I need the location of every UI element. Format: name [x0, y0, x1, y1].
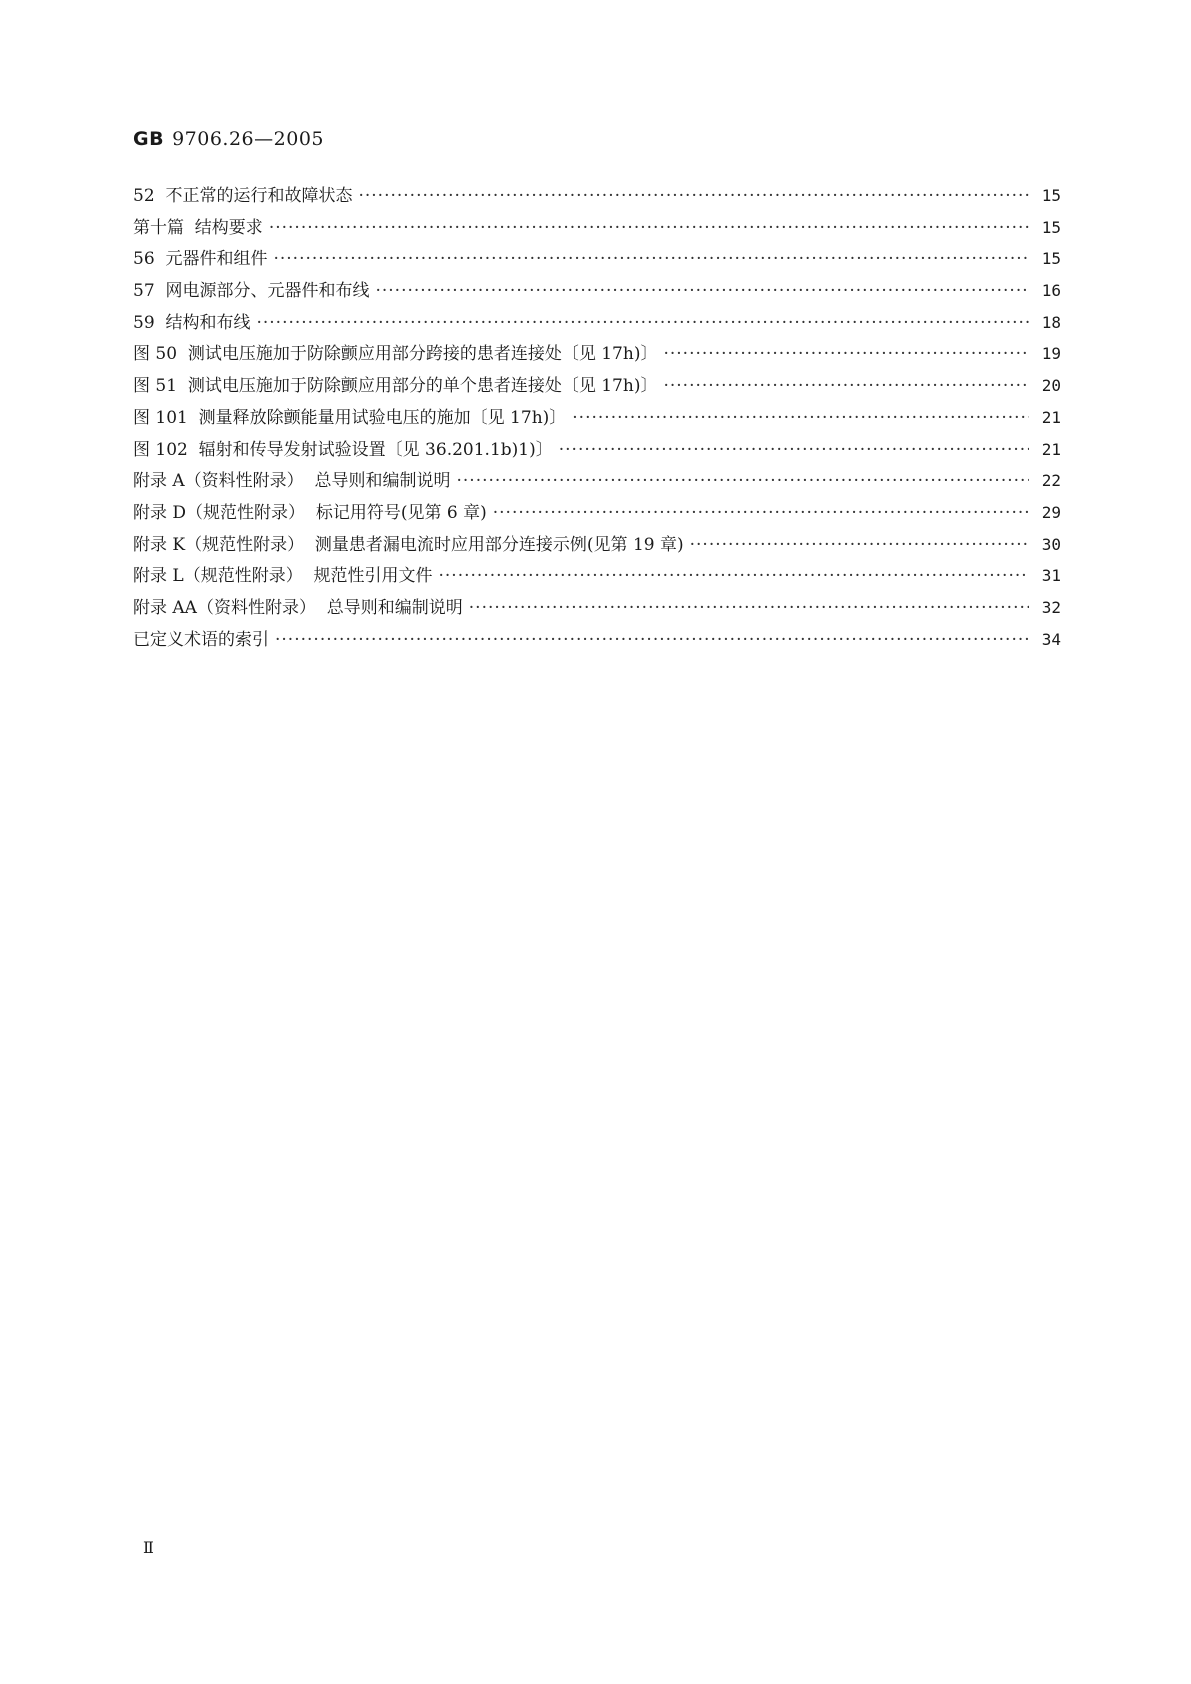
toc-entry[interactable] [133, 465, 1061, 497]
toc-leader-dots [275, 625, 1029, 657]
toc-entry-title: 附录 D（规范性附录） 标记用符号(见第 6 章) [133, 502, 487, 523]
toc-entry-page: 30 [1041, 534, 1061, 554]
toc-entry-page: 32 [1041, 597, 1061, 617]
toc-entry-page: 22 [1041, 471, 1061, 491]
toc-entry-page: 21 [1041, 407, 1061, 427]
toc-leader-dots [663, 371, 1029, 403]
toc-entry-page: 34 [1041, 629, 1061, 649]
toc-entry-title: 图 101 测量释放除颤能量用试验电压的施加〔见 17h)〕 [133, 407, 567, 428]
toc-entry[interactable] [133, 212, 1061, 244]
toc-entry-title: 已定义术语的索引 [133, 629, 269, 650]
table-of-contents [133, 180, 1061, 655]
toc-entry-title: 附录 K（规范性附录） 测量患者漏电流时应用部分连接示例(见第 19 章) [133, 534, 684, 555]
toc-entry-title: 附录 A（资料性附录） 总导则和编制说明 [133, 471, 451, 492]
toc-leader-dots [439, 561, 1030, 593]
toc-entry-page: 20 [1041, 376, 1061, 396]
toc-entry[interactable] [133, 338, 1061, 370]
toc-leader-dots [493, 498, 1029, 530]
document-header [133, 128, 324, 150]
standard-code: 9706.26—2005 [172, 128, 325, 150]
page-number: Ⅱ [143, 1538, 154, 1557]
toc-leader-dots [269, 213, 1029, 245]
toc-entry-page: 21 [1041, 439, 1061, 459]
toc-entry-page: 31 [1041, 566, 1061, 586]
toc-entry-title: 56 元器件和组件 [133, 249, 268, 270]
standard-prefix: GB [133, 128, 165, 150]
toc-entry-title: 图 51 测试电压施加于防除颤应用部分的单个患者连接处〔见 17h)〕 [133, 376, 658, 397]
toc-leader-dots [572, 403, 1029, 435]
toc-leader-dots [358, 181, 1029, 213]
toc-entry[interactable] [133, 402, 1061, 434]
toc-entry[interactable] [133, 592, 1061, 624]
toc-entry-page: 15 [1041, 249, 1061, 269]
toc-entry[interactable] [133, 307, 1061, 339]
toc-entry[interactable] [133, 180, 1061, 212]
toc-entry-title: 第十篇 结构要求 [133, 217, 263, 238]
toc-leader-dots [256, 308, 1029, 340]
toc-entry[interactable] [133, 529, 1061, 561]
toc-entry-page: 29 [1041, 502, 1061, 522]
toc-leader-dots [690, 530, 1029, 562]
toc-entry-title: 图 102 辐射和传导发射试验设置〔见 36.201.1b)1)〕 [133, 439, 553, 460]
toc-leader-dots [663, 339, 1029, 371]
toc-entry[interactable] [133, 243, 1061, 275]
toc-leader-dots [559, 435, 1029, 467]
toc-entry-page: 15 [1041, 186, 1061, 205]
toc-entry-page: 19 [1041, 344, 1061, 364]
toc-entry-title: 52 不正常的运行和故障状态 [133, 186, 353, 206]
toc-entry-page: 15 [1041, 217, 1061, 237]
toc-entry-page: 18 [1041, 312, 1061, 332]
toc-entry-page: 16 [1041, 281, 1061, 301]
toc-entry-title: 附录 AA（资料性附录） 总导则和编制说明 [133, 597, 463, 618]
toc-entry-title: 59 结构和布线 [133, 312, 251, 333]
toc-entry[interactable] [133, 434, 1061, 466]
toc-entry-title: 57 网电源部分、元器件和布线 [133, 281, 370, 302]
toc-entry-title: 附录 L（规范性附录） 规范性引用文件 [133, 566, 433, 587]
toc-entry-title: 图 50 测试电压施加于防除颤应用部分跨接的患者连接处〔见 17h)〕 [133, 344, 658, 365]
toc-entry[interactable] [133, 497, 1061, 529]
toc-entry[interactable] [133, 624, 1061, 656]
toc-entry[interactable] [133, 560, 1061, 592]
toc-leader-dots [273, 244, 1029, 276]
toc-leader-dots [469, 593, 1029, 625]
toc-leader-dots [457, 466, 1030, 498]
toc-entry[interactable] [133, 275, 1061, 307]
toc-leader-dots [375, 276, 1029, 308]
toc-entry[interactable] [133, 370, 1061, 402]
